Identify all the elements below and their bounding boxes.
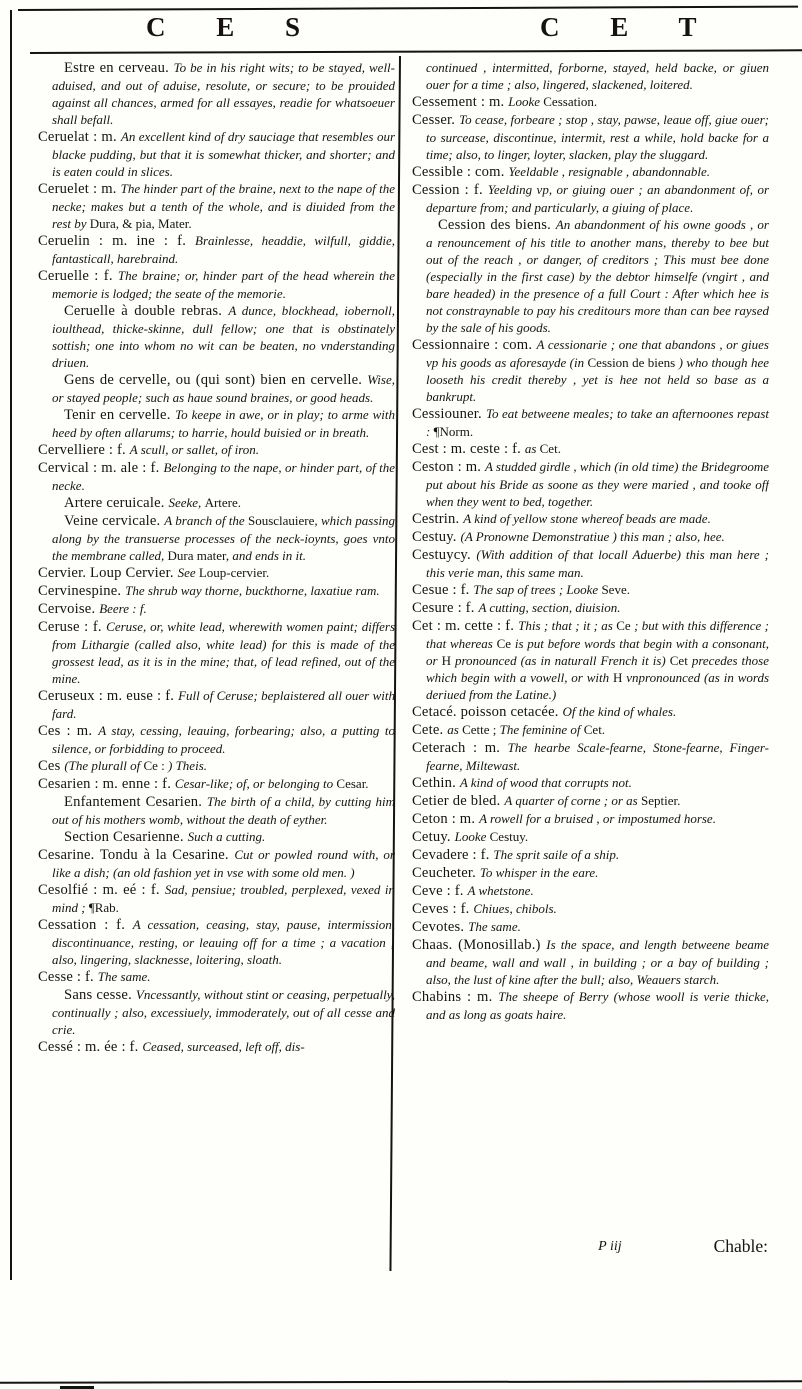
dictionary-entry (38, 828, 395, 846)
entry-definition: A studded girdle , which (in old time) the Bridegroome put about his Bride as soone as they were maried , and tooke off when they went to bed, together. (426, 459, 769, 509)
entry-headword: Cesse : f. (38, 969, 98, 985)
dictionary-entry (38, 128, 395, 180)
entry-definition: A whetstone. (467, 883, 534, 898)
entry-headword: Cetuy. (412, 829, 455, 845)
entry-inline-term: Cet. (539, 441, 561, 456)
catchword: Chable: (713, 1236, 768, 1256)
entry-headword: Cevadere : f. (412, 847, 494, 863)
dictionary-entry (38, 1038, 395, 1056)
dictionary-entry (412, 846, 769, 864)
dictionary-entry (412, 739, 769, 774)
entry-definition: A dunce, blockhead, iobernoll, ioulthead, thicke-skinne, dull fellow; one that is obstinately sottish; one into whom no wit can be beaten, no vnderstanding driuen. (52, 303, 395, 370)
dictionary-entry (38, 371, 395, 406)
entry-headword: Estre en cerveau. (64, 60, 174, 76)
entry-definition: Beere : f. (99, 601, 147, 616)
dictionary-entry (38, 986, 395, 1038)
entry-definition: Such a cutting. (187, 829, 266, 844)
dictionary-entry (412, 617, 769, 703)
entry-definition: (With addition of that locall Aduerbe) this man here ; this verie man, this same man. (426, 547, 769, 580)
entry-definition: ; but with this difference ; that whereas (426, 618, 769, 651)
entry-headword: Ceterach : m. (412, 740, 508, 756)
entry-headword: Tenir en cervelle. (64, 407, 176, 423)
entry-definition: Cesar-like; of, or belonging to (174, 776, 337, 791)
entry-headword: Cesser. (412, 112, 460, 128)
entry-headword: Ceruelle : f. (38, 268, 118, 284)
dictionary-entry (412, 93, 769, 111)
entry-headword: Cestuycy. (412, 547, 477, 563)
dictionary-entry (412, 882, 769, 900)
dictionary-entry (412, 163, 769, 181)
entry-definition: Brainlesse, headdie, wilfull, giddie, fantasticall, harebraind. (52, 233, 395, 266)
entry-headword: Cestrin. (412, 511, 464, 527)
entry-headword: Chabins : m. (412, 989, 499, 1005)
entry-definition: To whisper in the eare. (479, 865, 599, 880)
dictionary-entry (412, 111, 769, 163)
entry-inline-term: H (612, 670, 623, 685)
dictionary-entry (412, 581, 769, 599)
entry-headword: Ceruse : f. (38, 619, 107, 635)
entry-inline-term: Ce (616, 618, 631, 633)
entry-inline-term: Cet (669, 653, 688, 668)
entry-definition: Ceruse, or, white lead, wherewith women paint; differs from Lithargie (called also, white lead) for this is made of the grossest lead, as it is in the mine; that, of lead refined, out of the mine. (52, 619, 395, 686)
dictionary-entry (412, 510, 769, 528)
dictionary-entry (412, 936, 769, 988)
entry-definition: The shrub way thorne, buckthorne, laxatiue ram. (125, 583, 380, 598)
entry-definition: Chiues, chibols. (473, 901, 557, 916)
entry-definition: To cease, forbeare ; stop , stay, pawse, leaue off, giue ouer; to surcease, discontinue, intermit, rest a while, hold backe for a time; also, to linger, loyter, slacken, play the sluggard. (426, 112, 769, 162)
entry-inline-term: ¶Rab. (88, 900, 119, 915)
dictionary-entry (412, 546, 769, 581)
entry-definition: A cutting, section, diuision. (478, 600, 621, 615)
entry-inline-term: Artere. (204, 495, 242, 510)
dictionary-entry (38, 846, 395, 881)
signature-mark: P iij (598, 1239, 622, 1254)
entry-definition: (A Pronowne Demonstratiue ) this man ; also, hee. (460, 529, 725, 544)
dictionary-entry (412, 336, 769, 405)
page-footer (412, 1236, 770, 1260)
entry-definition: An excellent kind of dry sauciage that resembles our blacke pudding, but that it is somewhat thicker, and shorter; and is eaten could in slices. (52, 129, 395, 179)
bottom-rule (0, 1380, 802, 1383)
entry-headword: Artere ceruicale. (64, 495, 169, 511)
entry-definition: A scull, or sallet, of iron. (129, 442, 260, 457)
entry-definition: Vncessantly, without stint or ceasing, perpetually, continually ; also, excessiuely, immoderately, out of all cesse and crie. (52, 987, 395, 1037)
entry-definition: Of the kind of whales. (562, 704, 677, 719)
entry-definition: vnpronounced (as in words deriued from the Latine.) (426, 670, 769, 702)
entry-inline-term: Cessation. (543, 94, 598, 109)
entry-headword: Ceton : m. (412, 811, 480, 827)
entry-inline-term: ¶Norm. (433, 424, 474, 439)
entry-headword: Sans cesse. (64, 987, 136, 1003)
dictionary-entry (38, 494, 395, 512)
entry-definition: The sap of trees ; Looke (473, 582, 602, 597)
entry-definition: ) Theis. (164, 758, 207, 773)
entry-headword: Cervoise. (38, 601, 100, 617)
entry-definition: is put before words that begin with a consonant, or (426, 636, 769, 668)
dictionary-entry (38, 793, 395, 828)
entry-definition: Is the space, and length betweene beame and beame, wall and wall , in building ; or a bay of building ; also, the lust of kine after the bull; also, Weauers starch. (426, 937, 769, 987)
right-column-header: C E T (540, 12, 719, 42)
dictionary-entry (38, 302, 395, 371)
entry-inline-term: Seve. (601, 582, 630, 597)
dictionary-entry (412, 528, 769, 546)
entry-inline-term: Ce : (143, 758, 165, 773)
dictionary-entry (38, 180, 395, 232)
entry-definition: The hearbe Scale-fearne, Stone-fearne, Finger-fearne, Miltewast. (426, 740, 769, 773)
entry-definition: The birth of a child, by cutting him out of his mothers womb, without the death of eyther. (52, 794, 395, 827)
entry-definition: The same. (97, 969, 151, 984)
entry-headword: Ceruelin : m. ine : f. (38, 233, 196, 249)
entry-definition: (The plurall of (64, 758, 144, 773)
entry-definition: The sprit saile of a ship. (493, 847, 620, 862)
entry-inline-term: Cette ; (462, 722, 500, 737)
entry-headword: Cervical : m. ale : f. (38, 460, 164, 476)
entry-definition: pronounced (as in naturall French it is) (450, 653, 670, 668)
entry-headword: Cesarien : m. enne : f. (38, 776, 175, 792)
dictionary-entry (38, 441, 395, 459)
dictionary-entry (38, 722, 395, 757)
entry-definition: continued , intermitted, forborne, stayed, held backe, or giuen ouer for a time ; also, lingered, slackened, loitered. (426, 60, 769, 92)
entry-definition: The hinder part of the braine, next to the nape of the necke; makes but a tenth of the whole, and is diuided from the rest by (52, 181, 395, 231)
dictionary-entry (38, 968, 395, 986)
entry-headword: Cessionnaire : com. (412, 337, 537, 353)
dictionary-entry (412, 440, 769, 458)
entry-definition: Looke (454, 829, 490, 844)
entry-headword: Cession des biens. (438, 217, 556, 233)
entry-definition: Ceased, surceased, left off, dis- (142, 1039, 305, 1054)
entry-headword: Cessé : m. ée : f. (38, 1039, 143, 1055)
dictionary-entry (412, 900, 769, 918)
dictionary-entry (38, 459, 395, 494)
entry-definition: A rowell for a bruised , or impostumed horse. (479, 811, 716, 826)
dictionary-entry (38, 881, 395, 916)
entry-definition: Wise, or stayed people; such as haue sound braines, or good heads. (52, 372, 395, 405)
dictionary-entry (412, 810, 769, 828)
dictionary-entry (38, 267, 395, 302)
dictionary-entry (38, 916, 395, 968)
entry-definition: See (177, 565, 199, 580)
entry-definition: which passing along by the transuerse processes of the neck-ioynts, goes vnto the membrane called, (52, 513, 395, 563)
entry-definition: A cessionarie ; one that abandons , or giues vp his goods as aforesayde (in (426, 337, 769, 370)
entry-inline-term: Cession de biens (587, 355, 676, 370)
dictionary-entry (38, 59, 395, 128)
dictionary-entry (38, 618, 395, 687)
entry-definition: as (447, 722, 463, 737)
entry-definition: A kind of wood that corrupts not. (459, 775, 632, 790)
entry-headword: Cession : f. (412, 182, 488, 198)
entry-headword: Ceston : m. (412, 459, 485, 475)
dictionary-entry (38, 232, 395, 267)
entry-headword: Cevotes. (412, 919, 469, 935)
entry-definition: A branch of the (164, 513, 248, 528)
dictionary-entry (412, 59, 769, 93)
dictionary-entry (412, 792, 769, 810)
entry-inline-term: Dura mater, (167, 548, 233, 563)
dictionary-entry (412, 864, 769, 882)
entry-headword: Cete. (412, 722, 448, 738)
dictionary-entry (412, 774, 769, 792)
entry-definition: To be in his right wits; to be stayed, well-aduised, and out of aduise, resolute, or secure; to be prouided against all chances, armed for all essayes, readie for whatsoeuer shall befall. (52, 60, 395, 127)
entry-definition: A cessation, ceasing, stay, pause, intermission, discontinuance, resting, or leauing off for a time ; a vacation ; also, lingering, slacknesse, loitering, sloath. (52, 917, 395, 967)
dictionary-entry (412, 828, 769, 846)
entry-headword: Cest : m. ceste : f. (412, 441, 525, 457)
entry-definition: Seeke, (168, 495, 205, 510)
entry-headword: Cervelliere : f. (38, 442, 130, 458)
entry-headword: Ceruelet : m. (38, 181, 121, 197)
entry-inline-term: Dura, & pia, Mater. (89, 216, 192, 231)
entry-headword: Ceve : f. (412, 883, 468, 899)
entry-inline-term: Loup-cervier. (198, 565, 270, 580)
entry-headword: Ces (38, 758, 65, 774)
dictionary-entry (412, 458, 769, 510)
entry-headword: Section Cesarienne. (64, 829, 188, 845)
entry-headword: Ces : m. (38, 723, 99, 739)
dictionary-entry (412, 599, 769, 617)
entry-definition: To eat betweene meales; to take an afternoones repast : (426, 406, 769, 439)
left-text-column (38, 59, 395, 1273)
dictionary-entry (412, 703, 769, 721)
entry-headword: Cestuy. (412, 529, 461, 545)
entry-headword: Ceruelat : m. (38, 129, 121, 145)
left-page-border (10, 10, 12, 1280)
entry-headword: Cessement : m. (412, 94, 509, 110)
entry-headword: Cet : m. cette : f. (412, 618, 519, 634)
entry-headword: Veine cervicale. (64, 513, 165, 529)
entry-headword: Ceruseux : m. euse : f. (38, 688, 179, 704)
entry-inline-term: Ce (496, 636, 512, 651)
entry-definition: Sad, pensiue; troubled, perplexed, vexed in mind ; (52, 882, 395, 915)
dictionary-entry (412, 918, 769, 936)
dictionary-entry (38, 564, 395, 582)
dictionary-entry (412, 181, 769, 216)
right-text-column (412, 59, 769, 1273)
dictionary-entry (38, 582, 395, 600)
entry-inline-term: Cestuy. (489, 829, 529, 844)
entry-headword: Cesue : f. (412, 582, 474, 598)
entry-headword: Ceruelle à double rebras. (64, 303, 229, 319)
entry-definition: Looke (508, 94, 544, 109)
entry-definition: A kind of yellow stone whereof beads are made. (463, 511, 711, 526)
entry-headword: Ceves : f. (412, 901, 474, 917)
entry-headword: Cesure : f. (412, 600, 479, 616)
dictionary-entry (38, 600, 395, 618)
entry-definition: precedes those which begin with a vowell, or with (426, 653, 769, 685)
entry-definition: Cut or powled round with, or like a dish; (an old fashion yet in vse with some old men. ) (52, 847, 395, 880)
entry-headword: Cessiouner. (412, 406, 486, 422)
dictionary-entry (38, 757, 395, 775)
entry-definition: The sheepe of Berry (whose wooll is verie thicke, and as long as goats haire. (426, 989, 769, 1022)
entry-definition: Belonging to the nape, or hinder part, of the necke. (52, 460, 395, 493)
entry-headword: Cethin. (412, 775, 460, 791)
entry-definition: A stay, cessing, leauing, forbearing; also, a putting to silence, or forbidding to proceed. (52, 723, 395, 756)
dictionary-entry (412, 988, 769, 1023)
entry-definition: Yeelding vp, or giuing ouer ; an abandonment of, or departure from; and particularly, a giuing of place. (426, 182, 769, 215)
entry-definition: ) who though hee looseth his credit thereby , yet is hee not held so base as a bankrupt. (426, 355, 769, 404)
entry-headword: Cetacé. poisson cetacée. (412, 704, 563, 720)
entry-headword: Cessible : com. (412, 164, 509, 180)
entry-headword: Cesolfié : m. eé : f. (38, 882, 165, 898)
entry-definition: The braine; or, hinder part of the head wherein the memorie is lodged; the seate of the memorie. (52, 268, 395, 301)
entry-definition: This ; that ; it ; as (518, 618, 617, 633)
entry-definition: as (524, 441, 540, 456)
entry-definition: An abandonment of his owne goods , or a renouncement of his title to another mans, thereby to bee but out of the reach , or danger, of creditors ; This must bee done (especially in the first case) by the debtor himselfe (vngirt , and bare headed) in the presence of a full Court : After which hee is not constraynable to pay his creditours more than can bee raysed by the sale of his goods. (426, 217, 769, 335)
dictionary-entry (38, 512, 395, 564)
entry-inline-term: H (441, 653, 451, 668)
entry-headword: Cesarine. Tondu à la Cesarine. (38, 847, 235, 863)
entry-definition: The feminine of (499, 722, 584, 737)
entry-inline-term: Septier. (640, 793, 681, 808)
entry-definition: To keepe in awe, or in play; to arme with heed by often allarums; to harrie, hould buisied or in breath. (52, 407, 395, 440)
entry-definition: The same. (468, 919, 521, 934)
entry-headword: Ceucheter. (412, 865, 480, 881)
entry-inline-term: Cesar. (336, 776, 369, 791)
entry-headword: Enfantement Cesarien. (64, 794, 207, 810)
dictionary-entry (38, 406, 395, 441)
dictionary-entry (412, 721, 769, 739)
entry-definition: and ends in it. (232, 548, 307, 563)
entry-headword: Cervinespine. (38, 583, 126, 599)
page-header (0, 12, 802, 52)
entry-headword: Cervier. Loup Cervier. (38, 565, 178, 581)
entry-definition: Yeeldable , resignable , abandonnable. (508, 164, 711, 179)
dictionary-entry (412, 216, 769, 336)
dictionary-entry (38, 775, 395, 793)
entry-definition: A quarter of corne ; or as (504, 793, 641, 808)
entry-inline-term: Sousclauiere, (247, 513, 321, 528)
entry-inline-term: Cet. (583, 722, 606, 737)
left-column-header: C E S (146, 12, 323, 42)
dictionary-entry (38, 687, 395, 722)
entry-headword: Cessation : f. (38, 917, 133, 933)
entry-headword: Cetier de bled. (412, 793, 505, 809)
entry-headword: Gens de cervelle, ou (qui sont) bien en cervelle. (64, 372, 368, 388)
entry-headword: Chaas. (Monosillab.) (412, 937, 547, 953)
entry-definition: Full of Ceruse; beplaistered all ouer with fard. (52, 688, 395, 721)
dictionary-entry (412, 405, 769, 440)
